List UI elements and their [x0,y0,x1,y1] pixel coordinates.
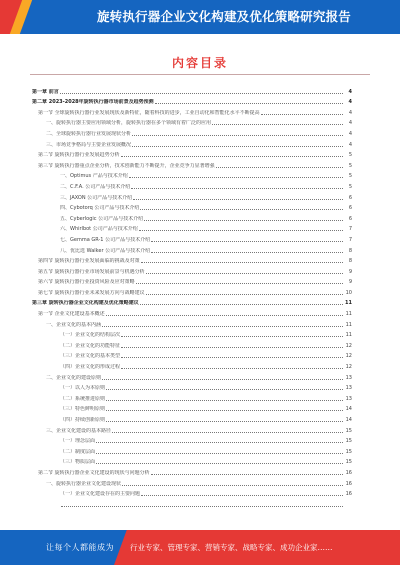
toc-page-number: 10 [345,289,352,296]
toc-dot-leader [146,294,343,295]
toc-entry-text: 八、优比选 Walker 公司产品与技术介绍 [60,247,151,254]
toc-page-number: 15 [345,438,352,445]
toc-page-number: 11 [345,321,352,328]
toc-page-number: 15 [345,427,352,434]
toc-entry-text: 第二节 旋转执行器企业文化建设的现状与问题分析 [38,469,150,476]
toc-page-number: 4 [348,109,352,116]
toc-dot-leader [151,252,343,253]
toc-entry-text: 一、旋转执行器企业文化建设现状 [46,480,122,487]
toc-entry-text: （二）系统推进原则 [60,395,106,402]
toc-page-number: 6 [348,194,352,201]
toc-dot-leader [140,209,343,210]
toc-entry-text: 一、Optimus 产品与技术介绍 [60,173,128,180]
toc-entry-text: 第二章 2023-2028年旋转执行器市场前景及趋势预测 [32,99,154,106]
toc-dot-leader [129,177,343,178]
toc-entry-text: 第二节 旋转执行器行业发展趋势分析 [38,152,120,159]
toc-dot-leader [121,357,343,358]
toc-entry-row[interactable] [32,232,352,243]
toc-divider [30,74,370,75]
toc-dot-leader [121,336,343,337]
toc-dot-leader [106,421,343,422]
toc-chapter-row[interactable] [32,84,352,95]
toc-entry-text: 二、C.F.A. 公司产品与技术介绍 [60,183,131,190]
toc-heading: 内容目录 [171,56,228,70]
toc-page-number: 6 [348,205,352,212]
toc-entry-text: 第五节 旋转执行器行业市场发展前景与机遇分析 [38,268,145,275]
toc-entry-text: 一、旋转执行器主要应用领域分析，旋转执行器在多个领域有着广泛的应用 [46,120,212,127]
toc-entry-row[interactable] [32,222,352,233]
toc-dot-leader [60,93,343,94]
toc-page-number: 7 [348,236,352,243]
toc-page-number: 16 [345,469,352,476]
toc-dot-leader [121,347,343,348]
toc-entry-row[interactable] [32,402,352,413]
toc-page-number: 7 [348,226,352,233]
toc-entry-row[interactable] [32,285,352,296]
footer-expert-list: 行业专家、管理专家、营销专家、战略专家、成功企业家…… [130,543,333,552]
toc-dot-leader [212,124,343,125]
toc-dot-leader [261,114,343,115]
toc-page-number: 13 [345,395,352,402]
toc-page-number: 5 [348,173,352,180]
toc-entry-row[interactable] [32,487,352,498]
toc-entry-row[interactable] [32,190,352,201]
toc-dot-leader [131,188,343,189]
toc-page-number: 13 [345,385,352,392]
toc-entry-text: 四、Cybotorq 公司产品与技术介绍 [60,205,140,212]
toc-page-number: 14 [345,417,352,423]
toc-entry-text: （二）企业文化的功能特征 [60,342,121,349]
footer-banner [0,530,400,565]
report-title: 旋转执行器企业文化构建及优化策略研究报告 [96,9,351,24]
toc-page-number: 4 [348,120,352,127]
toc-entry-row[interactable] [32,359,352,370]
toc-entry-text: （四）企业文化的形成过程 [60,364,121,371]
toc-entry-text: 第一章 前言 [32,88,59,95]
toc-entry-text: 二、全球旋转执行器行业发展现状分析 [46,130,132,137]
toc-entry-text: （一）企业文化的结构层次 [60,332,121,339]
toc-entry-text: 第三章 旋转执行器企业文化构建及优化策略建议 [32,300,139,307]
toc-dot-leader [151,474,343,475]
toc-dot-leader [106,400,343,401]
toc-entry-text: （三）企业文化的基本类型 [60,353,121,360]
toc-entry-row[interactable] [32,381,352,392]
toc-page-number: 5 [348,162,352,169]
toc-dot-leader [132,135,343,136]
toc-entry-row[interactable] [32,328,352,339]
toc-entry-text: 第一节 企业文化建设基本概述 [38,311,105,318]
header-banner [0,0,400,34]
toc-entry-text: 第七节 旋转执行器行业未来发展方向与战略建议 [38,289,145,296]
toc-entry-row[interactable] [32,434,352,445]
toc-dot-leader [139,230,343,231]
toc-page-number: 11 [345,311,352,318]
toc-chapter-row[interactable] [32,296,352,307]
toc-entry-text: 三、企业文化建设的基本路径 [46,427,112,434]
toc-entry-row[interactable] [32,243,352,254]
toc-entry-text: （一）以人为本原则 [60,385,106,392]
toc-entry-text: 第一节 全球旋转执行器行业发展现状及新特征，随着科技的进步，工业自动化和智能化水平不断提高 [38,109,260,116]
toc-dot-leader [133,199,343,200]
toc-entry-text: （一）企业文化建设存在的主要问题 [60,491,141,498]
toc-dot-leader [96,463,343,464]
toc-page-number: 11 [345,300,352,307]
toc-page-number: 12 [345,353,352,360]
toc-dot-leader [102,326,343,327]
toc-entry-row[interactable] [32,179,352,190]
toc-entry-row[interactable] [32,126,352,137]
toc-entry-row[interactable] [32,105,352,116]
toc-entry-row[interactable] [32,211,352,222]
toc-page-number: 4 [348,141,352,148]
toc-entry-row[interactable] [32,137,352,148]
toc-entry-text: 二、企业文化的建设原则 [46,374,102,381]
toc-entry-text: （三）特色鲜明原则 [60,406,106,413]
toc-entry-row[interactable] [32,169,352,180]
toc-dot-leader [146,273,343,274]
toc-entry-row[interactable] [32,455,352,466]
toc-entry-row[interactable] [32,349,352,360]
toc-entry-row[interactable] [32,148,352,159]
toc-dot-leader [106,315,343,316]
toc-page-number: 16 [345,491,352,498]
toc-entry-text: （二）制度层面 [60,448,96,455]
toc-page-number: 5 [348,183,352,190]
toc-entry-row[interactable] [32,317,352,328]
toc-page-number: 4 [348,88,352,95]
toc-entry-row[interactable] [32,444,352,455]
toc-page-number: 14 [345,406,352,413]
toc-entry-text: 五、Cyberlogic 公司产品与技术介绍 [60,215,144,222]
toc-dot-leader [216,167,343,168]
toc-entry-text: 第六节 旋转执行器行业投资风险及应对策略 [38,279,135,286]
toc-entry-text: 六、Whirlbot 公司产品与技术介绍 [60,226,138,233]
toc-entry-row[interactable] [32,423,352,434]
toc-dot-leader [102,379,343,380]
toc-dot-leader [141,262,343,263]
toc-dot-leader [136,283,343,284]
toc-entry-text: 三、市场竞争格局与主要企业发展概况 [46,141,132,148]
toc-entry-text: （三）物质层面 [60,459,96,466]
toc-entry-row[interactable] [32,116,352,127]
toc-entry-row[interactable] [32,476,352,487]
toc-page-number: 5 [348,152,352,159]
toc-dot-leader [155,103,343,104]
toc-dot-leader [144,220,343,221]
toc-page-number: 4 [348,99,352,106]
toc-page-number: 12 [345,342,352,349]
toc-page-number: 11 [345,332,352,339]
toc-dot-leader [96,442,343,443]
toc-dot-leader [151,241,343,242]
toc-page-number: 6 [348,215,352,222]
toc-page-number: 15 [345,448,352,455]
toc-dot-leader [106,389,343,390]
toc-dot-leader [112,432,343,433]
toc-entry-text: （四）持续创新原则 [60,417,106,423]
toc-page-number: 8 [348,247,352,254]
toc-entry-text: 第三节 旋转执行器重点企业分析，技术创新能力不断提升，企业竞争力显著增强 [38,162,215,169]
toc-entry-row[interactable] [32,306,352,317]
toc-entry-row[interactable] [32,201,352,212]
toc-dot-leader [141,495,343,496]
toc-entry-text: 第四节 旋转执行器行业发展面临的挑战及对策 [38,258,140,265]
toc-dot-leader [140,304,343,305]
toc-dot-leader [122,485,343,486]
toc-entry-row[interactable] [32,254,352,265]
toc-entry-text: （一）理念层面 [60,438,96,445]
toc-entry-row[interactable] [32,264,352,275]
toc-entry-text: 七、Gemma GR-1 公司产品与技术介绍 [60,236,151,243]
toc-chapter-row[interactable] [32,95,352,106]
toc-entry-row[interactable] [32,158,352,169]
toc-entry-text: 一、企业文化的基本内涵 [46,321,102,328]
toc-page-number: 15 [345,459,352,466]
toc-dot-leader [96,453,343,454]
toc-page-number: 16 [345,480,352,487]
toc-entry-row[interactable] [32,370,352,381]
footer-slogan: 让每个人都能成为 [46,543,114,552]
toc-entry-row[interactable] [32,275,352,286]
toc-dot-leader [121,156,343,157]
toc-page-number: 13 [345,374,352,381]
toc-page-number: 9 [348,279,352,286]
toc-dot-leader [121,368,343,369]
toc-dot-leader [106,410,343,411]
toc-page-number: 9 [348,268,352,275]
toc-entry-text: 三、JAXON 公司产品与技术介绍 [60,194,133,201]
toc-entry-row[interactable] [32,497,352,508]
toc-entry-row[interactable] [32,412,352,423]
toc-dot-leader [132,146,343,147]
toc-page-number: 4 [348,130,352,137]
toc-entry-row[interactable] [32,465,352,476]
table-of-contents [32,84,352,508]
toc-dot-leader [61,506,343,507]
toc-page-number: 12 [345,364,352,371]
toc-entry-row[interactable] [32,338,352,349]
toc-page-number: 8 [348,258,352,265]
toc-entry-row[interactable] [32,391,352,402]
